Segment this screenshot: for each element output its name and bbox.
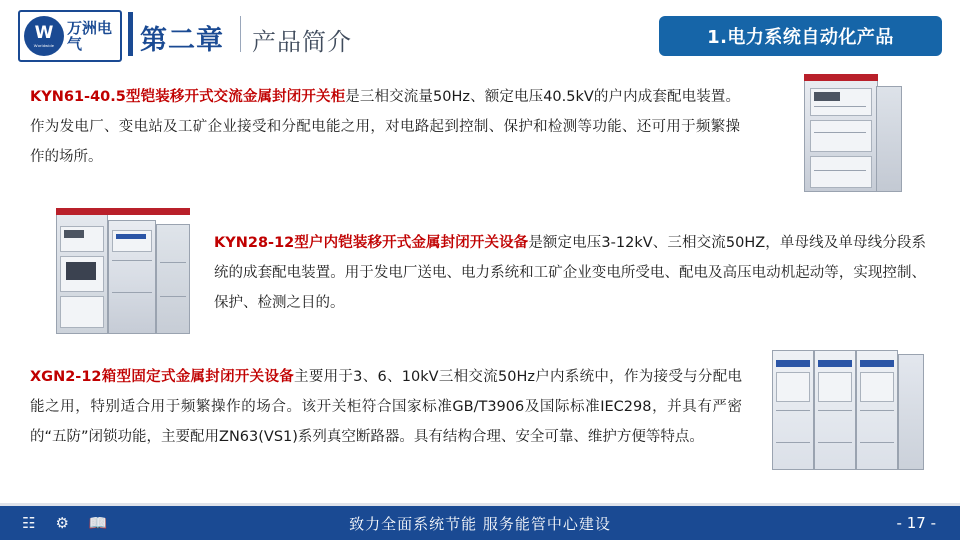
- product-name-kyn61: KYN61-40.5型铠装移开式交流金属封闭开关柜: [30, 89, 346, 105]
- photo-kyn61: [770, 66, 934, 198]
- cabinet-line-5: [112, 292, 152, 293]
- cabinet-face-3: [860, 372, 894, 402]
- photo-kyn28: [52, 196, 194, 344]
- topic-badge: 1.电力系统自动化产品: [659, 16, 942, 56]
- cabinet-line-1: [814, 106, 866, 107]
- paragraph-xgn2-text: 主要用于3、6、10kV三相交流50Hz户内系统中，作为接受与分配电能之用，特别适合用于频繁操作的场合。该开关柜符合国家标准GB/T3906及国际标准IEC298，并具有严密的“五防”闭锁功能，主要配用ZN63(VS1)系列真空断路器。具有结构合理、安全可靠、维护方便等特点。: [30, 369, 742, 445]
- cabinet-breaker: [66, 262, 96, 280]
- cabinet-seam-6: [860, 442, 894, 443]
- chapter-subtitle: 产品简介: [252, 28, 352, 56]
- cabinet-label-strip: [116, 234, 146, 239]
- grid-icon[interactable]: ☷: [22, 514, 36, 532]
- paragraph-kyn28-text: 是额定电压3-12kV、三相交流50HZ，单母线及单母线分段系统的成套配电装置。用于发电厂送电、电力系统和工矿企业变电所受电、配电及高压电动机起动等，实现控制、保护、检测之目的。: [214, 235, 926, 311]
- company-name: 万洲电气: [67, 18, 113, 53]
- cabinet-label-2: [818, 360, 852, 367]
- cabinet-seam-2: [818, 410, 852, 411]
- cabinet-panel-lower: [810, 156, 872, 188]
- cabinet-line-3: [814, 170, 866, 171]
- cabinet-seam-4: [776, 442, 810, 443]
- cabinet-display: [814, 92, 840, 101]
- cabinet-side: [876, 86, 902, 192]
- paragraph-kyn28: [214, 228, 926, 318]
- logo-sub-text: Worldwide: [33, 42, 55, 48]
- cabinet-seam-1: [776, 410, 810, 411]
- cabinet-meter-a: [64, 230, 84, 238]
- cabinet-face-2: [818, 372, 852, 402]
- page-number: - 17 -: [896, 514, 936, 532]
- cabinet-label-3: [860, 360, 894, 367]
- cabinet-panel-c: [60, 296, 104, 328]
- cabinet-face-1: [776, 372, 810, 402]
- cabinet-line-2: [814, 132, 866, 133]
- cabinet-panel-mid: [810, 120, 872, 152]
- chapter-divider: [240, 16, 241, 52]
- cabinet-top-band: [56, 208, 190, 215]
- cabinet-line-7: [160, 296, 186, 297]
- chapter-accent-bar: [128, 12, 133, 56]
- product-name-xgn2: XGN2-12箱型固定式金属封闭开关设备: [30, 369, 295, 385]
- cabinet-seam-5: [818, 442, 852, 443]
- gear-icon[interactable]: ⚙: [55, 514, 69, 532]
- cabinet-label-1: [776, 360, 810, 367]
- product-name-kyn28: KYN28-12型户内铠装移开式金属封闭开关设备: [214, 235, 529, 251]
- paragraph-kyn61-text: 是三相交流量50Hz、额定电压40.5kV的户内成套配电装置。作为发电厂、变电站及工矿企业接受和分配电能之用，对电路起到控制、保护和检测等功能、还可用于频繁操作的场所。: [30, 89, 740, 165]
- cabinet-top-band: [804, 74, 878, 81]
- footer-bar: [0, 506, 960, 540]
- paragraph-kyn61: [30, 82, 740, 172]
- footer-slogan: 致力全面系统节能 服务能管中心建设: [349, 514, 611, 533]
- chapter-title: 第二章: [140, 25, 224, 56]
- cabinet-right: [156, 224, 190, 334]
- paragraph-xgn2: [30, 362, 742, 452]
- cabinet-line-6: [160, 262, 186, 263]
- logo-glyph: W: [34, 22, 54, 43]
- book-icon[interactable]: 📖: [88, 514, 108, 532]
- cabinet-unit-4: [898, 354, 924, 470]
- photo-xgn2: [764, 338, 934, 478]
- cabinet-seam-3: [860, 410, 894, 411]
- company-logo: [18, 10, 122, 62]
- cabinet-line-4: [112, 260, 152, 261]
- logo-mark-icon: [24, 16, 64, 56]
